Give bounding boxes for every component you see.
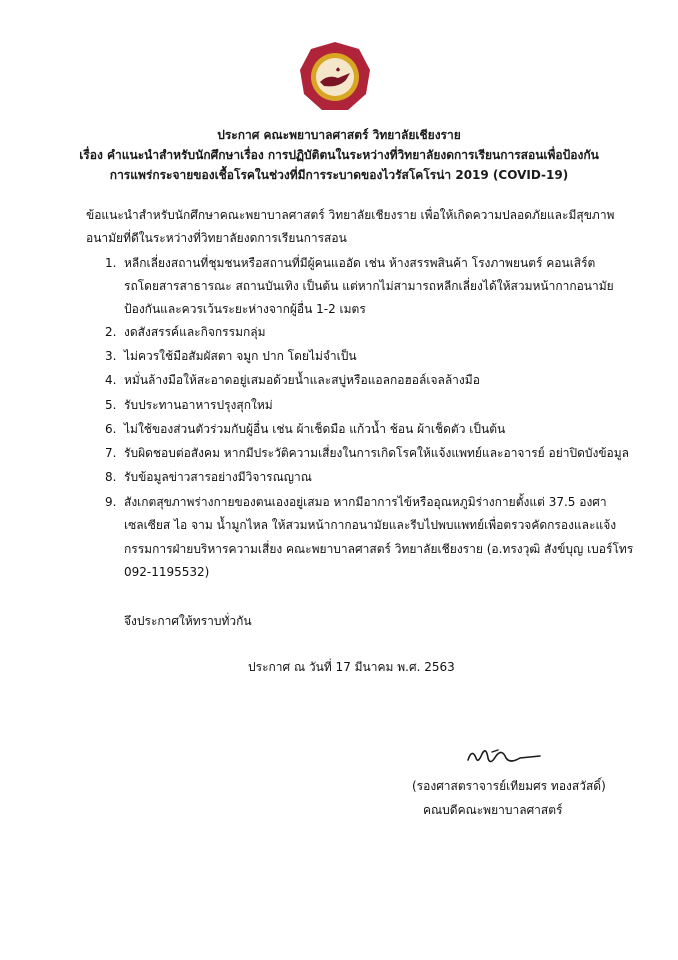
closing-text: จึงประกาศให้ทราบทั่วกัน — [124, 614, 252, 628]
logo-inner-disk — [316, 58, 354, 96]
list-item-number: 1. — [105, 256, 117, 270]
list-item-number: 4. — [105, 373, 117, 387]
list-item-text: รับผิดชอบต่อสังคม หากมีประวัติความเสี่ยงในการเกิดโรคให้แจ้งแพทย์และอาจารย์ อย่าปิดบังข้อมูล — [124, 446, 630, 460]
signatory-title: คณบดีคณะพยาบาลศาสตร์ — [423, 803, 563, 817]
faculty-logo — [298, 40, 372, 114]
list-item-number: 6. — [105, 422, 117, 436]
list-item-text: รับประทานอาหารปรุงสุกใหม่ — [124, 398, 273, 412]
header-title: ประกาศ คณะพยาบาลศาสตร์ วิทยาลัยเชียงราย — [217, 128, 461, 142]
list-item-text: รับข้อมูลข่าวสารอย่างมีวิจารณญาณ — [124, 470, 312, 484]
list-item-number: 5. — [105, 398, 117, 412]
list-item-text: 092-1195532) — [124, 565, 210, 579]
list-item-number: 7. — [105, 446, 117, 460]
announcement-date: ประกาศ ณ วันที่ 17 มีนาคม พ.ศ. 2563 — [248, 660, 455, 674]
intro-line-2: อนามัยที่ดีในระหว่างที่วิทยาลัยงดการเรียนการสอน — [86, 231, 347, 245]
list-item-text: กรรมการฝ่ายบริหารความเสี่ยง คณะพยาบาลศาสตร์ วิทยาลัยเชียงราย (อ.ทรงวุฒิ สังข์บุญ เบอร์โทร — [124, 542, 634, 556]
signature-mark — [462, 740, 546, 774]
list-item-text: หลีกเลี่ยงสถานที่ชุมชนหรือสถานที่มีผู้คนแออัด เช่น ห้างสรรพสินค้า โรงภาพยนตร์ คอนเสิร์ต — [124, 256, 596, 270]
header-subject: เรื่อง คำแนะนำสำหรับนักศึกษาเรื่อง การปฏิบัติตนในระหว่างที่วิทยาลัยงดการเรียนการสอนเพื่อป้องกัน — [79, 148, 599, 162]
list-item-text: ป้องกันและควรเว้นระยะห่างจากผู้อื่น 1-2 เมตร — [124, 302, 366, 316]
list-item-number: 8. — [105, 470, 117, 484]
list-item-number: 9. — [105, 495, 117, 509]
header-subject-cont: การแพร่กระจายของเชื้อโรคในช่วงที่มีการระบาดของไวรัสโคโรน่า 2019 (COVID-19) — [109, 168, 569, 182]
list-item-number: 2. — [105, 325, 117, 339]
list-item-number: 3. — [105, 349, 117, 363]
list-item-text: สังเกตสุขภาพร่างกายของตนเองอยู่เสมอ หากมีอาการไข้หรืออุณหภูมิร่างกายตั้งแต่ 37.5 องศา — [124, 495, 607, 509]
list-item-text: หมั่นล้างมือให้สะอาดอยู่เสมอด้วยน้ำและสบู่หรือแอลกอฮอล์เจลล้างมือ — [124, 373, 480, 387]
signatory-name: (รองศาสตราจารย์เทียมศร ทองสวัสดิ์) — [412, 779, 606, 793]
list-item-text: ไม่ใช้ของส่วนตัวร่วมกับผู้อื่น เช่น ผ้าเช็ดมือ แก้วน้ำ ช้อน ผ้าเช็ดตัว เป็นต้น — [124, 422, 506, 436]
list-item-text: ไม่ควรใช้มือสัมผัสตา จมูก ปาก โดยไม่จำเป็น — [124, 349, 357, 363]
intro-line-1: ข้อแนะนำสำหรับนักศึกษาคณะพยาบาลศาสตร์ วิทยาลัยเชียงราย เพื่อให้เกิดความปลอดภัยและมีสุขภาพ — [86, 208, 615, 222]
list-item-text: เซลเซียส ไอ จาม น้ำมูกไหล ให้สวมหน้ากากอนามัยและรีบไปพบแพทย์เพื่อตรวจคัดกรองและแจ้ง — [124, 518, 617, 532]
list-item-text: งดสังสรรค์และกิจกรรมกลุ่ม — [124, 325, 266, 339]
list-item-text: รถโดยสารสาธารณะ สถานบันเทิง เป็นต้น แต่หากไม่สามารถหลีกเลี่ยงได้ให้สวมหน้ากากอนามัย — [124, 279, 614, 293]
